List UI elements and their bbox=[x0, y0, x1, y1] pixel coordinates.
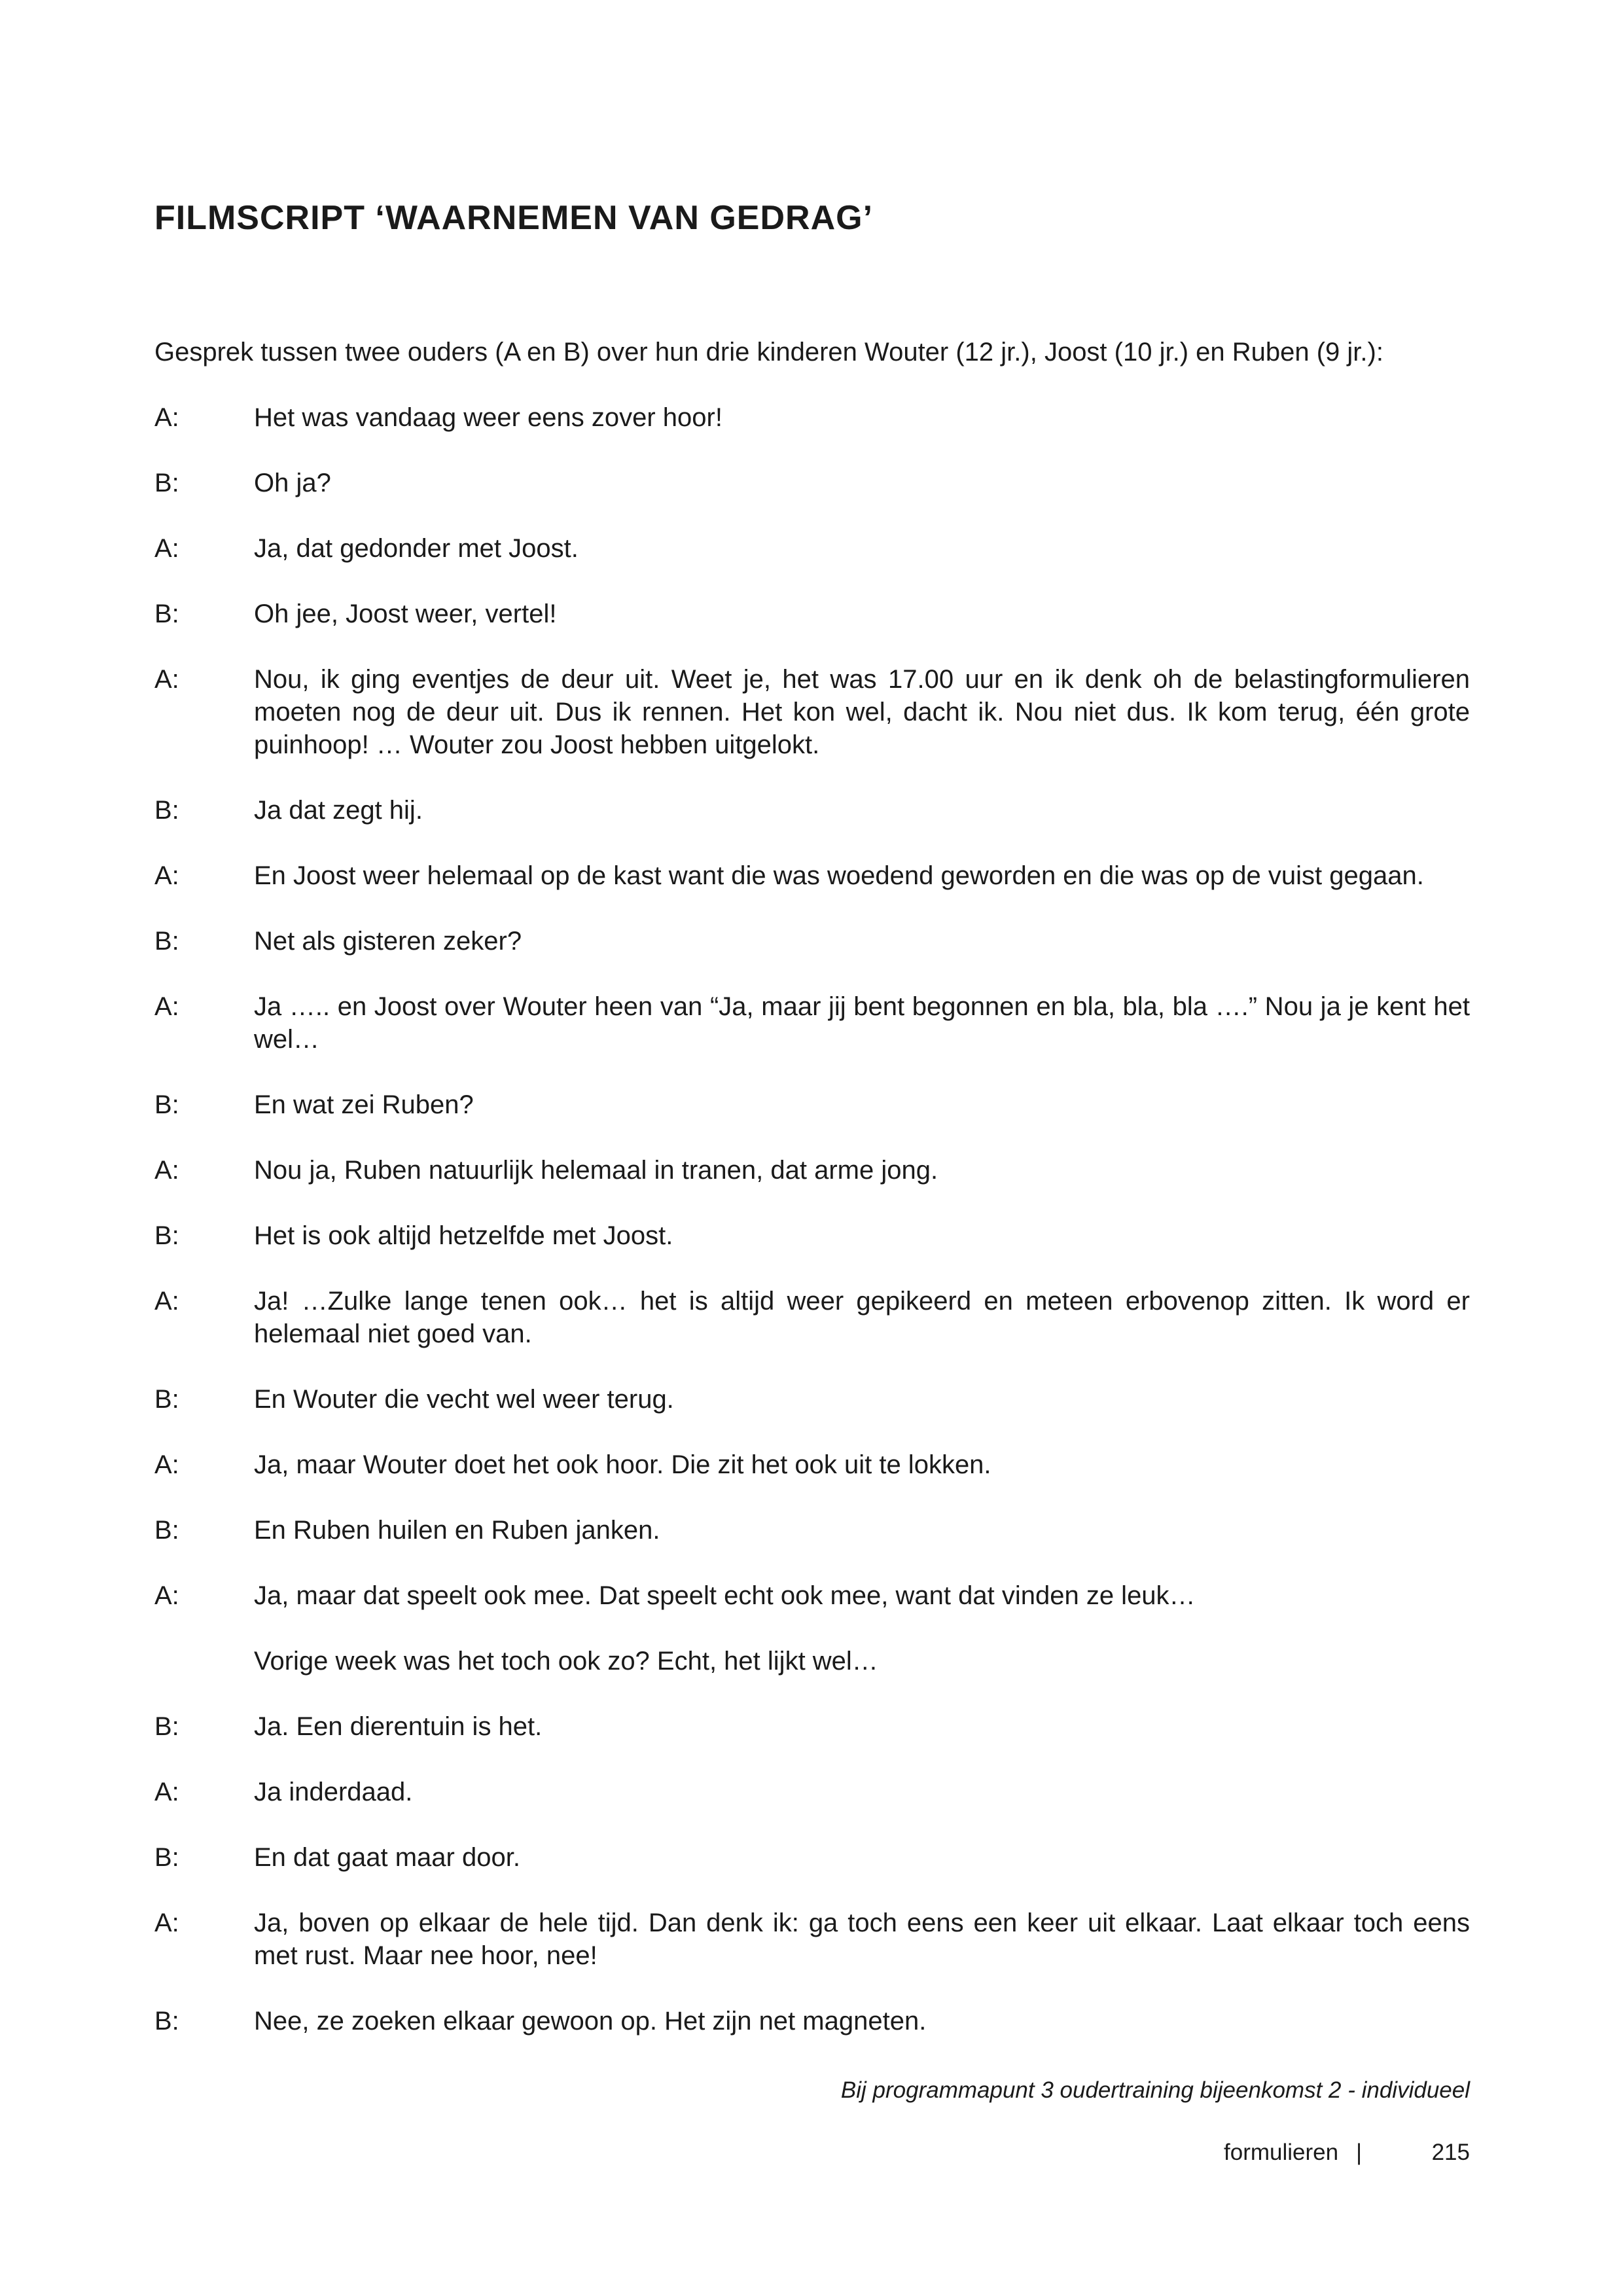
dialogue-text: Ja ….. en Joost over Wouter heen van “Ja, maar jij bent begonnen en bla, bla, bla ….” Nou ja je kent het wel… bbox=[254, 992, 1470, 1054]
speaker-label: B: bbox=[154, 600, 179, 628]
dialogue-text: Ja inderdaad. bbox=[254, 1778, 413, 1806]
speaker-label: B: bbox=[154, 796, 179, 825]
dialogue-text: Vorige week was het toch ook zo? Echt, het lijkt wel… bbox=[254, 1647, 878, 1676]
page-title: FILMSCRIPT ‘WAARNEMEN VAN GEDRAG’ bbox=[154, 199, 874, 237]
dialogue-line bbox=[154, 1514, 1470, 1547]
dialogue-line bbox=[154, 1579, 1470, 1612]
speaker-label: B: bbox=[154, 469, 179, 497]
dialogue-text: Ja dat zegt hij. bbox=[254, 796, 423, 825]
dialogue-line bbox=[154, 1285, 1470, 1350]
speaker-label: A: bbox=[154, 1287, 179, 1316]
dialogue-line bbox=[154, 1776, 1470, 1808]
dialogue-line bbox=[154, 925, 1470, 958]
dialogue-text: En Ruben huilen en Ruben janken. bbox=[254, 1516, 660, 1545]
dialogue-line bbox=[154, 1383, 1470, 1416]
speaker-label: A: bbox=[154, 534, 179, 563]
source-note: Bij programmapunt 3 oudertraining bijeenkomst 2 - individueel bbox=[840, 2077, 1470, 2103]
dialogue-text: Nee, ze zoeken elkaar gewoon op. Het zijn net magneten. bbox=[254, 2007, 927, 2036]
dialogue-line bbox=[154, 1645, 1470, 1677]
dialogue-line bbox=[154, 598, 1470, 630]
dialogue bbox=[154, 401, 1470, 2037]
speaker-label: A: bbox=[154, 403, 179, 432]
page-number: 215 bbox=[1431, 2140, 1470, 2165]
dialogue-line bbox=[154, 1907, 1470, 1972]
dialogue-text: Oh ja? bbox=[254, 469, 331, 497]
dialogue-text: En Wouter die vecht wel weer terug. bbox=[254, 1385, 674, 1414]
speaker-label: B: bbox=[154, 1712, 179, 1741]
dialogue-text: En wat zei Ruben? bbox=[254, 1090, 474, 1119]
dialogue-text: En dat gaat maar door. bbox=[254, 1843, 520, 1872]
speaker-label: A: bbox=[154, 992, 179, 1021]
dialogue-text: Nou ja, Ruben natuurlijk helemaal in tranen, dat arme jong. bbox=[254, 1156, 938, 1185]
dialogue-text: Oh jee, Joost weer, vertel! bbox=[254, 600, 557, 628]
speaker-label: A: bbox=[154, 1581, 179, 1610]
dialogue-text: Nou, ik ging eventjes de deur uit. Weet je, het was 17.00 uur en ik denk oh de belastingformulieren moeten nog de deur uit. Dus ik rennen. Het kon wel, dacht ik. Nou niet dus. Ik kom terug, één grote puinhoop! … Wouter zou Joost hebben uitgelokt. bbox=[254, 665, 1470, 759]
speaker-label: B: bbox=[154, 927, 179, 956]
speaker-label: B: bbox=[154, 1090, 179, 1119]
intro-text: Gesprek tussen twee ouders (A en B) over hun drie kinderen Wouter (12 jr.), Joost (10 jr.) en Ruben (9 jr.): bbox=[154, 338, 1383, 367]
dialogue-line bbox=[154, 1841, 1470, 1874]
dialogue-line bbox=[154, 859, 1470, 892]
dialogue-line bbox=[154, 2005, 1470, 2037]
dialogue-text: Ja, boven op elkaar de hele tijd. Dan denk ik: ga toch eens een keer uit elkaar. Laat elkaar toch eens met rust. Maar nee hoor, nee! bbox=[254, 1909, 1470, 1970]
dialogue-text: Ja, dat gedonder met Joost. bbox=[254, 534, 579, 563]
speaker-label: A: bbox=[154, 861, 179, 890]
dialogue-line bbox=[154, 663, 1470, 761]
speaker-label bbox=[154, 1645, 254, 1677]
speaker-label: B: bbox=[154, 1221, 179, 1250]
dialogue-line bbox=[154, 1710, 1470, 1743]
dialogue-line bbox=[154, 1448, 1470, 1481]
speaker-label: A: bbox=[154, 1450, 179, 1479]
dialogue-line bbox=[154, 1088, 1470, 1121]
speaker-label: B: bbox=[154, 1385, 179, 1414]
dialogue-text: En Joost weer helemaal op de kast want die was woedend geworden en die was op de vuist gegaan. bbox=[254, 861, 1424, 890]
speaker-label: A: bbox=[154, 1909, 179, 1937]
dialogue-text: Ja, maar Wouter doet het ook hoor. Die zit het ook uit te lokken. bbox=[254, 1450, 991, 1479]
footer-separator: | bbox=[1356, 2140, 1363, 2165]
speaker-label: B: bbox=[154, 1516, 179, 1545]
speaker-label: B: bbox=[154, 2007, 179, 2036]
dialogue-text: Het was vandaag weer eens zover hoor! bbox=[254, 403, 722, 432]
speaker-label: A: bbox=[154, 665, 179, 694]
dialogue-line bbox=[154, 532, 1470, 565]
dialogue-line bbox=[154, 1219, 1470, 1252]
speaker-label: A: bbox=[154, 1156, 179, 1185]
dialogue-text: Net als gisteren zeker? bbox=[254, 927, 522, 956]
dialogue-line bbox=[154, 794, 1470, 827]
dialogue-text: Ja! …Zulke lange tenen ook… het is altijd weer gepikeerd en meteen erbovenop zitten. Ik word er helemaal niet goed van. bbox=[254, 1287, 1470, 1348]
dialogue-text: Het is ook altijd hetzelfde met Joost. bbox=[254, 1221, 673, 1250]
dialogue-text: Ja, maar dat speelt ook mee. Dat speelt echt ook mee, want dat vinden ze leuk… bbox=[254, 1581, 1196, 1610]
dialogue-line bbox=[154, 1154, 1470, 1187]
dialogue-text: Ja. Een dierentuin is het. bbox=[254, 1712, 543, 1741]
speaker-label: B: bbox=[154, 1843, 179, 1872]
dialogue-line bbox=[154, 990, 1470, 1056]
footer-section-label: formulieren bbox=[1224, 2140, 1339, 2165]
dialogue-line bbox=[154, 467, 1470, 499]
speaker-label: A: bbox=[154, 1778, 179, 1806]
dialogue-line bbox=[154, 401, 1470, 434]
